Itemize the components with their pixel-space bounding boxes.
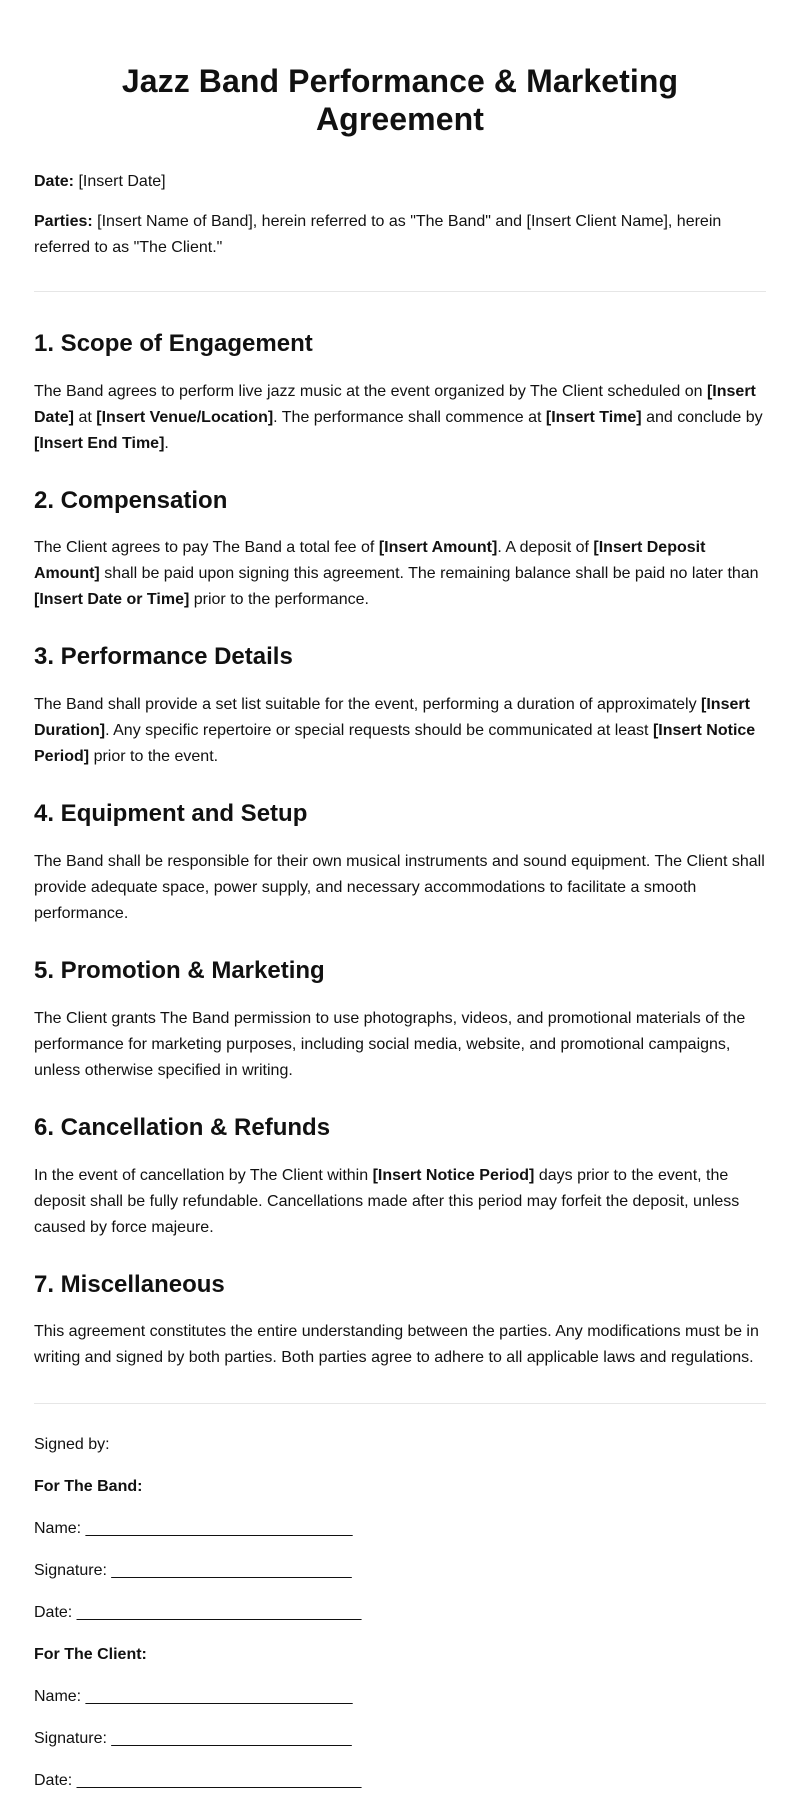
section-1 xyxy=(34,330,766,457)
body-text: days prior to the event, the deposit shall be fully refundable. Cancellations made after this period may forfeit the deposit, unless caused by force majeure. xyxy=(34,1166,740,1236)
section-7 xyxy=(34,1271,766,1372)
divider-top xyxy=(34,291,766,292)
body-text: and conclude by xyxy=(641,408,763,426)
section-5 xyxy=(34,957,766,1084)
body-text: The Band shall provide a set list suitable for the event, performing a duration of approximately xyxy=(34,696,702,714)
divider-bottom xyxy=(34,1403,766,1404)
client-date-line: Date: ________________________________ xyxy=(34,1772,362,1790)
signature-block xyxy=(34,1432,766,1794)
placeholder-field: [Insert Date or Time] xyxy=(34,591,190,609)
parties-text: [Insert Name of Band], herein referred to as "The Band" and [Insert Client Name], herein referred to as "The Client." xyxy=(34,212,722,256)
section-heading: 1. Scope of Engagement xyxy=(34,329,313,357)
placeholder-field: [Insert Deposit Amount] xyxy=(34,539,706,583)
band-heading xyxy=(34,1474,766,1500)
section-body xyxy=(34,379,766,457)
body-text: . A deposit of xyxy=(497,539,594,557)
section-heading: 2. Compensation xyxy=(34,486,228,514)
parties-line xyxy=(34,209,766,261)
placeholder-field: [Insert Time] xyxy=(545,408,642,426)
section-heading: 5. Promotion & Marketing xyxy=(34,956,325,984)
placeholder-field: [Insert Date] xyxy=(34,382,756,426)
body-text: In the event of cancellation by The Client within xyxy=(34,1166,373,1184)
parties-label: Parties: xyxy=(34,212,93,230)
body-text: at xyxy=(74,408,97,426)
section-body xyxy=(34,849,766,927)
band-name-line: Name: ______________________________ xyxy=(34,1520,353,1538)
body-text: The Band shall be responsible for their own musical instruments and sound equipment. The Client shall provide adequate space, power supply, and necessary accommodations to facilitate a smooth performance. xyxy=(34,852,765,922)
body-text: This agreement constitutes the entire understanding between the parties. Any modifications must be in writing and signed by both parties. Both parties agree to adhere to all applicable laws and regulations. xyxy=(34,1323,759,1367)
band-signature-line: Signature: ___________________________ xyxy=(34,1562,352,1580)
section-3 xyxy=(34,643,766,770)
body-text: The Client grants The Band permission to use photographs, videos, and promotional materials of the performance for marketing purposes, including social media, website, and promotional campaigns, unless otherwise specified in writing. xyxy=(34,1009,746,1079)
client-heading xyxy=(34,1642,766,1668)
section-body xyxy=(34,535,766,613)
body-text: prior to the event. xyxy=(89,748,219,766)
section-heading: 4. Equipment and Setup xyxy=(34,800,308,828)
placeholder-field: [Insert End Time] xyxy=(34,434,165,452)
placeholder-field: [Insert Amount] xyxy=(378,539,498,557)
body-text: The Band agrees to perform live jazz music at the event organized by The Client scheduled on xyxy=(34,382,707,400)
document-title: Jazz Band Performance & Marketing Agreement xyxy=(121,63,679,138)
section-heading: 6. Cancellation & Refunds xyxy=(34,1113,331,1141)
section-body xyxy=(34,1163,766,1241)
placeholder-field: [Insert Duration] xyxy=(34,696,750,740)
sections-container xyxy=(34,330,766,1372)
section-body xyxy=(34,692,766,770)
client-heading-text: For The Client: xyxy=(34,1646,147,1664)
body-text: The Client agrees to pay The Band a total fee of xyxy=(34,539,379,557)
section-4 xyxy=(34,800,766,927)
section-6 xyxy=(34,1114,766,1241)
body-text: . The performance shall commence at xyxy=(273,408,546,426)
section-body xyxy=(34,1006,766,1084)
date-line xyxy=(34,169,766,195)
band-date-line: Date: ________________________________ xyxy=(34,1604,362,1622)
section-heading: 7. Miscellaneous xyxy=(34,1270,225,1298)
signed-by-label: Signed by: xyxy=(34,1436,110,1454)
band-heading-text: For The Band: xyxy=(34,1478,143,1496)
body-text: . xyxy=(164,434,169,452)
date-label: Date: xyxy=(34,172,75,190)
placeholder-field: [Insert Notice Period] xyxy=(34,722,756,766)
body-text: . Any specific repertoire or special requests should be communicated at least xyxy=(105,722,653,740)
section-heading: 3. Performance Details xyxy=(34,643,293,671)
date-value: [Insert Date] xyxy=(74,172,166,190)
placeholder-field: [Insert Venue/Location] xyxy=(96,408,274,426)
client-signature-line: Signature: ___________________________ xyxy=(34,1730,352,1748)
client-name-line: Name: ______________________________ xyxy=(34,1688,353,1706)
section-body xyxy=(34,1319,766,1371)
body-text: shall be paid upon signing this agreement. The remaining balance shall be paid no later than xyxy=(99,565,759,583)
body-text: prior to the performance. xyxy=(189,591,369,609)
section-2 xyxy=(34,487,766,614)
placeholder-field: [Insert Notice Period] xyxy=(372,1166,535,1184)
